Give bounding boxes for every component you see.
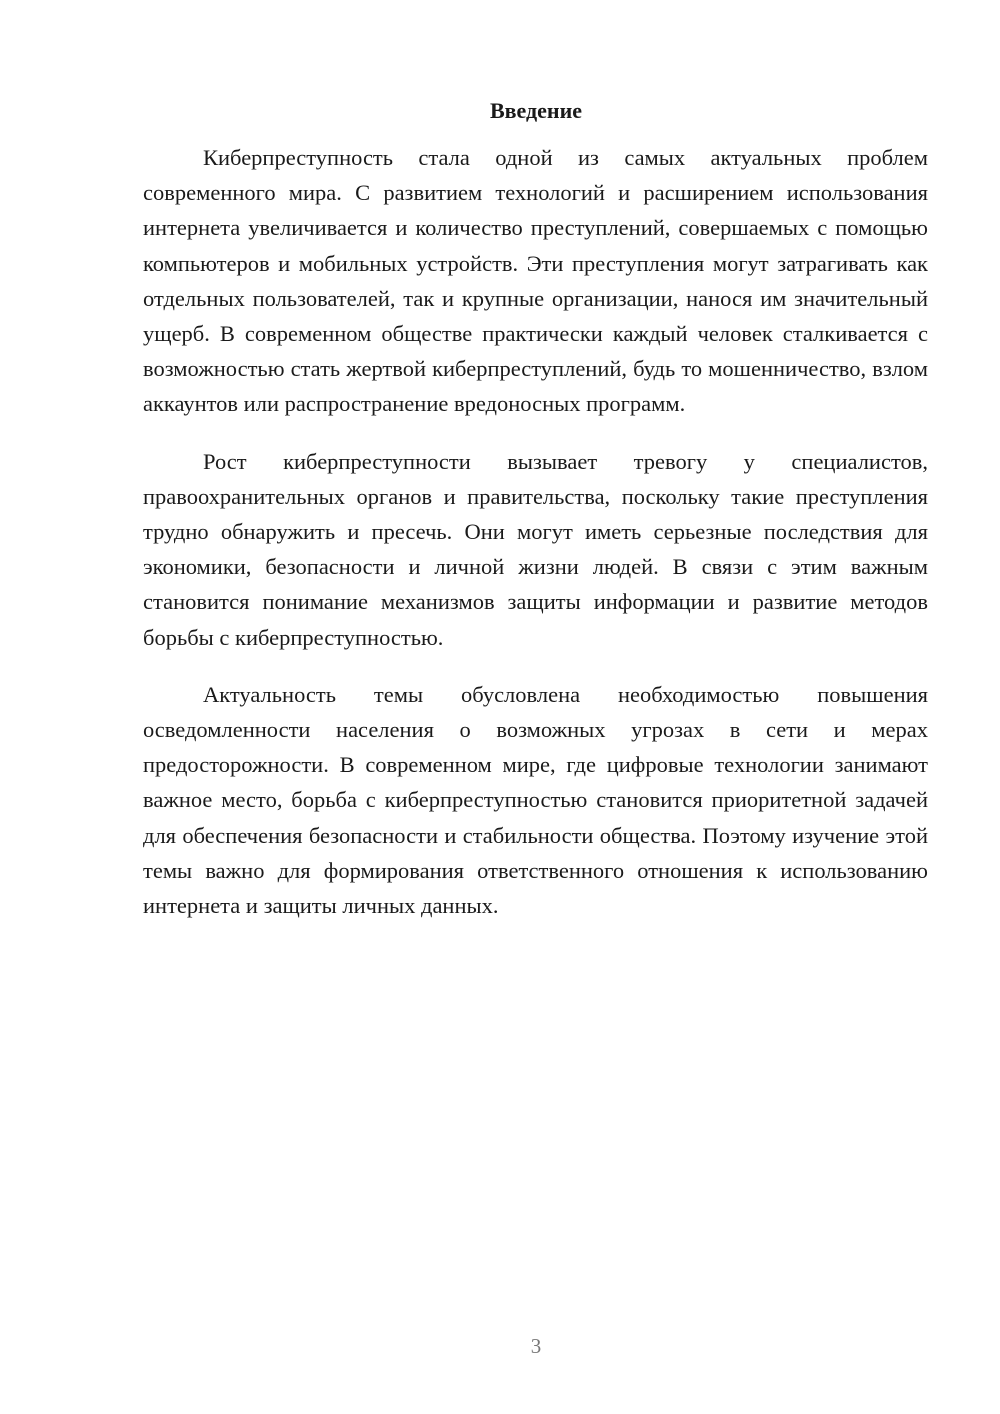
paragraph-1: Киберпреступность стала одной из самых актуальных проблем современного мира. С развитием технологий и расширением использования интернета увеличивается и количество преступлений, совершаемых с помощью компьютеров и мобильных устройств. Эти преступления могут затрагивать как отдельных пользователей, так и крупные организации, нанося им значительный ущерб. В современном обществе практически каждый человек сталкивается с возможностью стать жертвой киберпреступлений, будь то мошенничество, взлом аккаунтов или распространение вредоносных программ. — [143, 145, 928, 417]
paragraph-3: Актуальность темы обусловлена необходимостью повышения осведомленности населения о возможных угрозах в сети и мерах предосторожности. В современном мире, где цифровые технологии занимают важное место, борьба с киберпреступностью становится приоритетной задачей для обеспечения безопасности и стабильности общества. Поэтому изучение этой темы важно для формирования ответственного отношения к использованию интернета и защиты личных данных. — [143, 681, 928, 919]
paragraph-2: Рост киберпреступности вызывает тревогу у специалистов, правоохранительных органов и правительства, поскольку такие преступления трудно обнаружить и пресечь. Они могут иметь серьезные последствия для экономики, безопасности и личной жизни людей. В связи с этим важным становится понимание механизмов защиты информации и развитие методов борьбы с киберпреступностью. — [143, 448, 928, 650]
page-number: 3 — [530, 1334, 542, 1358]
body-text — [143, 140, 928, 945]
section-title: Введение — [489, 98, 583, 123]
